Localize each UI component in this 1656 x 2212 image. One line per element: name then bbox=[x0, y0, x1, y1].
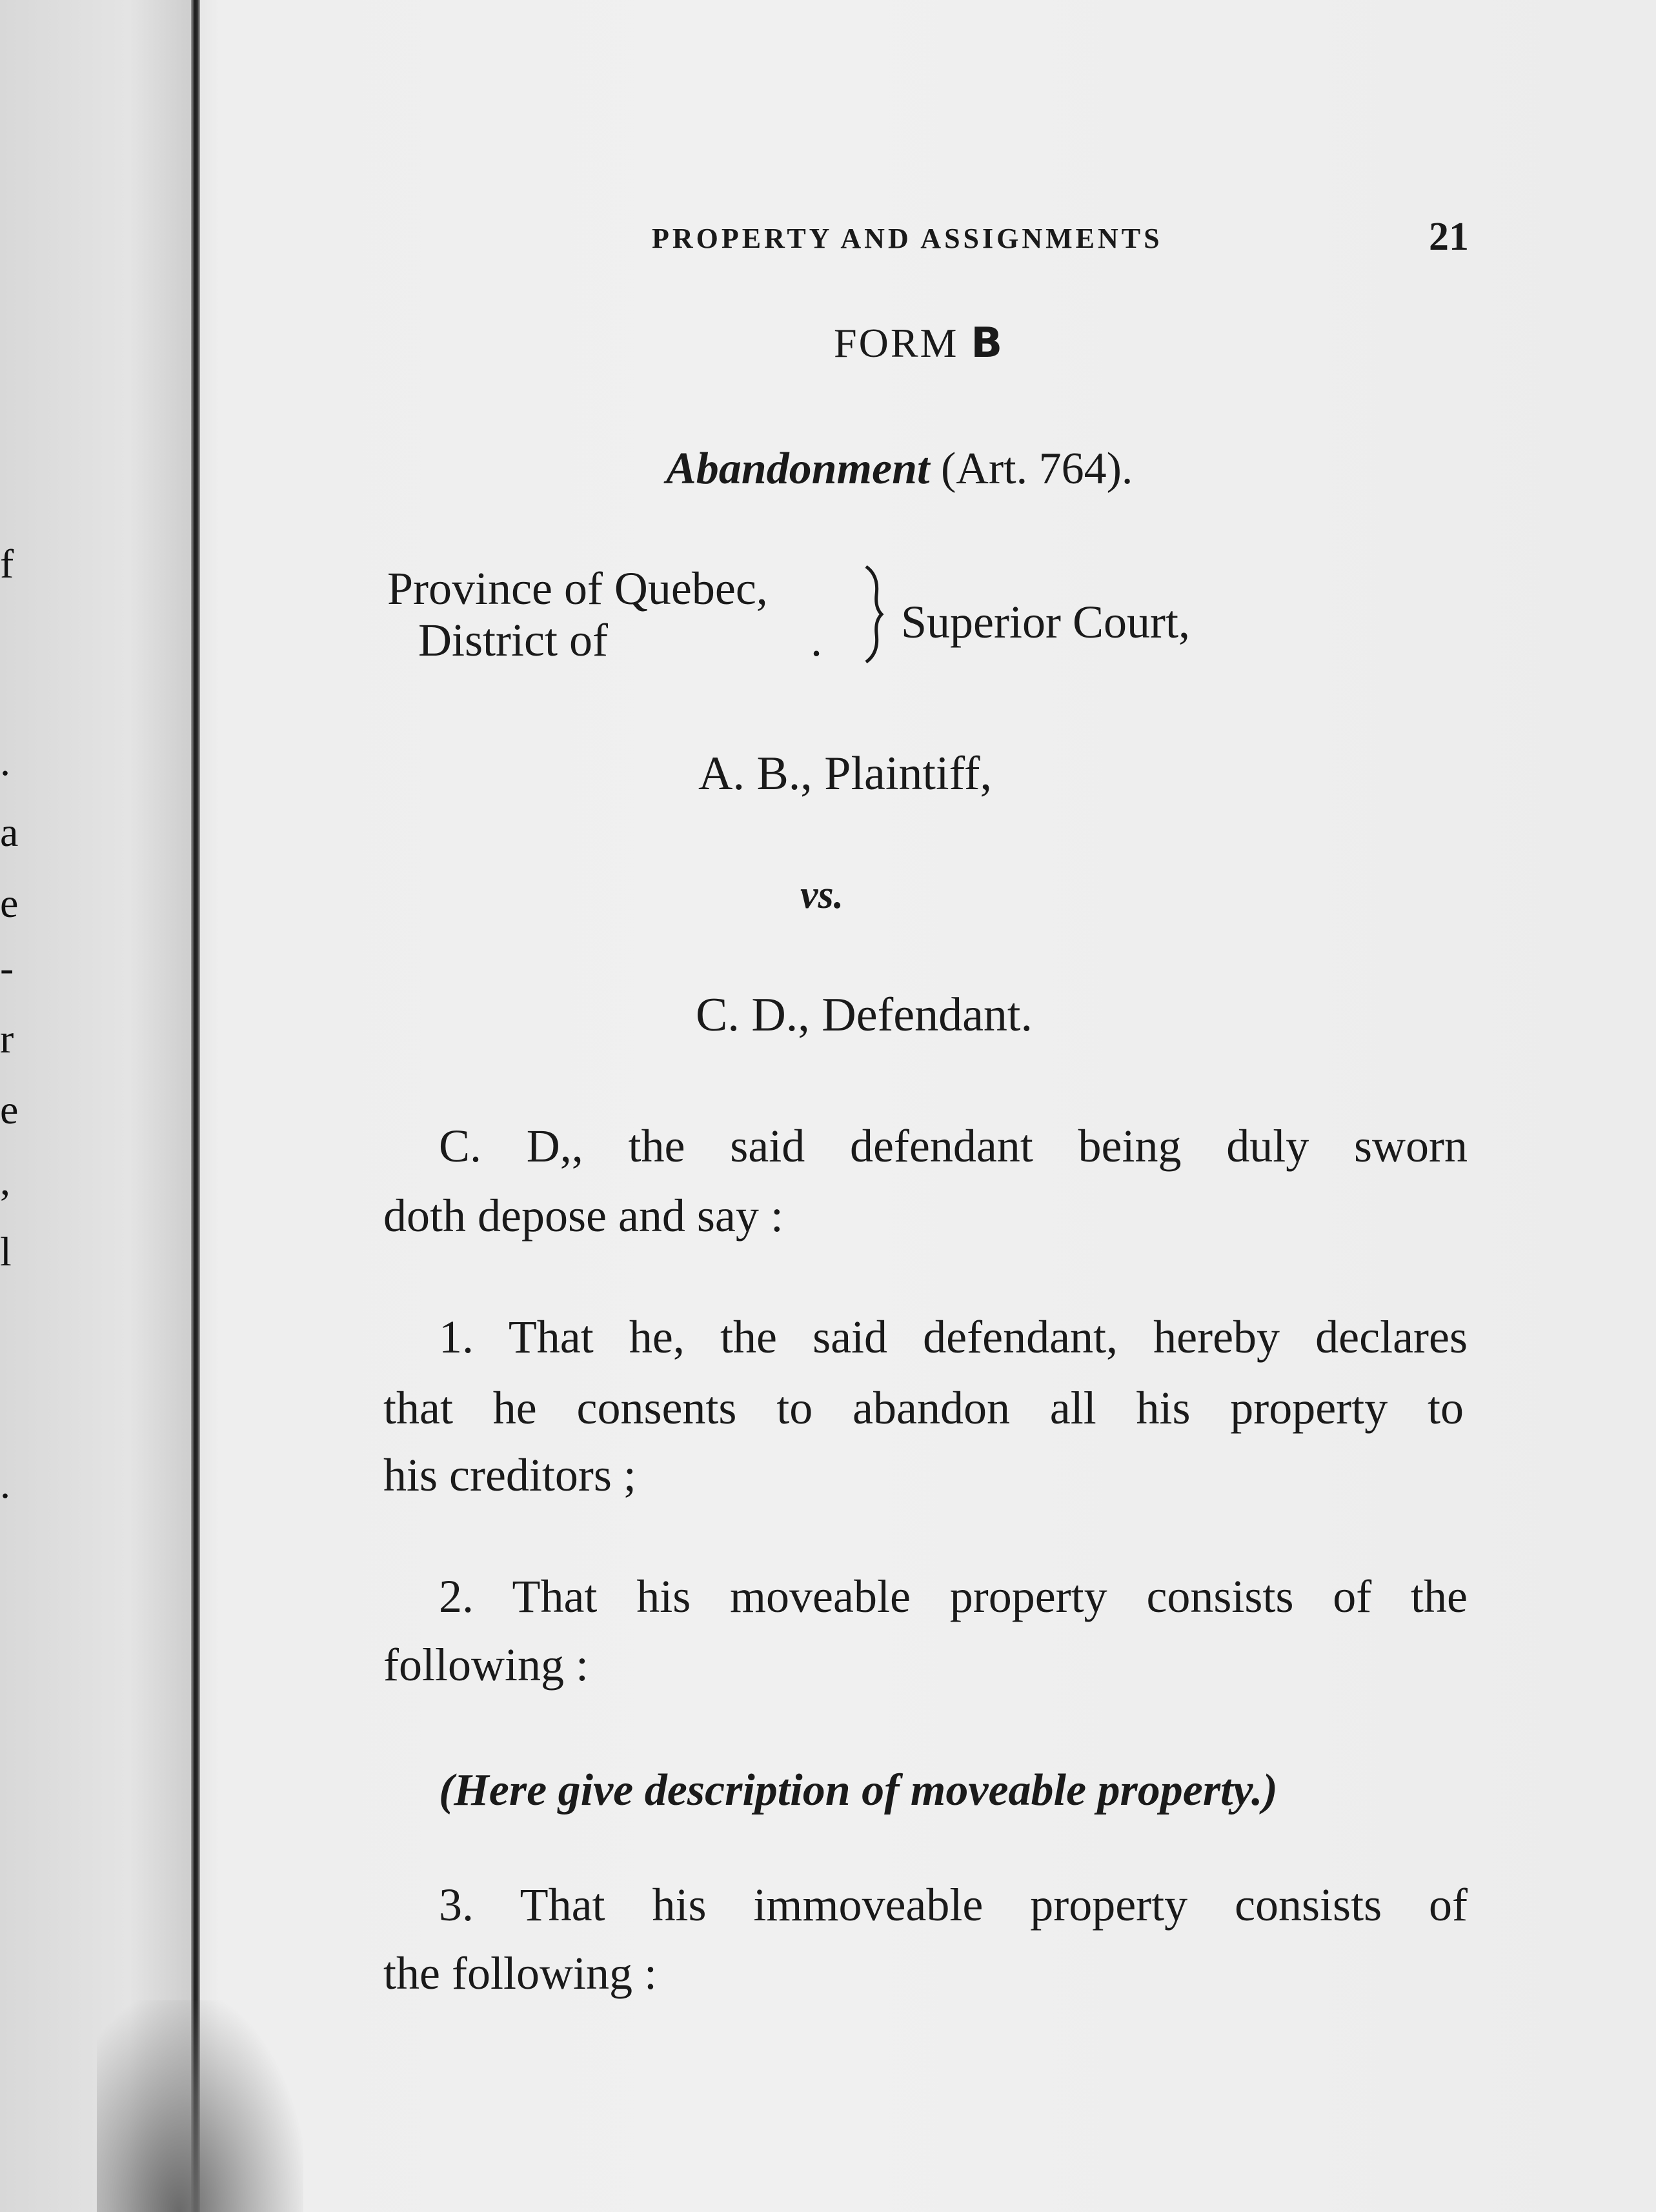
edge-char: - bbox=[0, 945, 14, 990]
paragraph-2-line-2: following : bbox=[383, 1639, 589, 1691]
paragraph-1-line-3: his creditors ; bbox=[383, 1449, 636, 1501]
form-subtitle bbox=[666, 444, 1133, 494]
versus-line: vs. bbox=[800, 873, 844, 917]
form-title-word: FORM bbox=[834, 320, 959, 366]
intro-line-1: C. D,, the said defendant being duly sworn bbox=[439, 1120, 1468, 1172]
edge-char: a bbox=[0, 809, 19, 855]
edge-char: e bbox=[0, 880, 19, 926]
caption-district-dot: . bbox=[811, 614, 822, 666]
facing-page-edge bbox=[0, 0, 194, 2212]
form-letter: B bbox=[971, 319, 1005, 367]
caption-province: Province of Quebec, bbox=[387, 563, 768, 614]
plaintiff-line: A. B., Plaintiff, bbox=[698, 747, 992, 800]
page-number: 21 bbox=[1429, 215, 1469, 259]
subtitle-article: (Art. 764). bbox=[929, 444, 1133, 494]
edge-char: . bbox=[0, 1461, 10, 1507]
page-corner-shadow bbox=[97, 2000, 303, 2212]
defendant-line: C. D., Defendant. bbox=[696, 989, 1033, 1041]
edge-char: l bbox=[0, 1229, 12, 1274]
running-head: PROPERTY AND ASSIGNMENTS bbox=[652, 223, 1163, 254]
paragraph-3-line-1: 3. That his immoveable property consists of bbox=[439, 1879, 1468, 1931]
subtitle-italic: Abandonment bbox=[666, 444, 930, 494]
caption-court: Superior Court, bbox=[901, 596, 1190, 648]
edge-char: f bbox=[0, 541, 14, 587]
paragraph-2-line-1: 2. That his moveable property consists of the bbox=[439, 1571, 1468, 1622]
moveable-property-note: (Here give description of moveable property.) bbox=[439, 1765, 1278, 1815]
caption-district: District of bbox=[418, 614, 608, 666]
paragraph-1-line-2: that he consents to abandon all his property to bbox=[383, 1382, 1464, 1434]
paragraph-1-line-1: 1. That he, the said defendant, hereby declares bbox=[439, 1311, 1468, 1363]
paragraph-3-line-2: the following : bbox=[383, 1947, 657, 1999]
edge-char: , bbox=[0, 1158, 10, 1203]
edge-char: r bbox=[0, 1016, 14, 1061]
book-gutter bbox=[191, 0, 200, 2212]
caption-brace bbox=[862, 563, 888, 666]
form-title bbox=[834, 319, 1005, 367]
edge-char: . bbox=[0, 738, 10, 784]
intro-line-2: doth depose and say : bbox=[383, 1190, 783, 1242]
edge-char: e bbox=[0, 1087, 19, 1132]
